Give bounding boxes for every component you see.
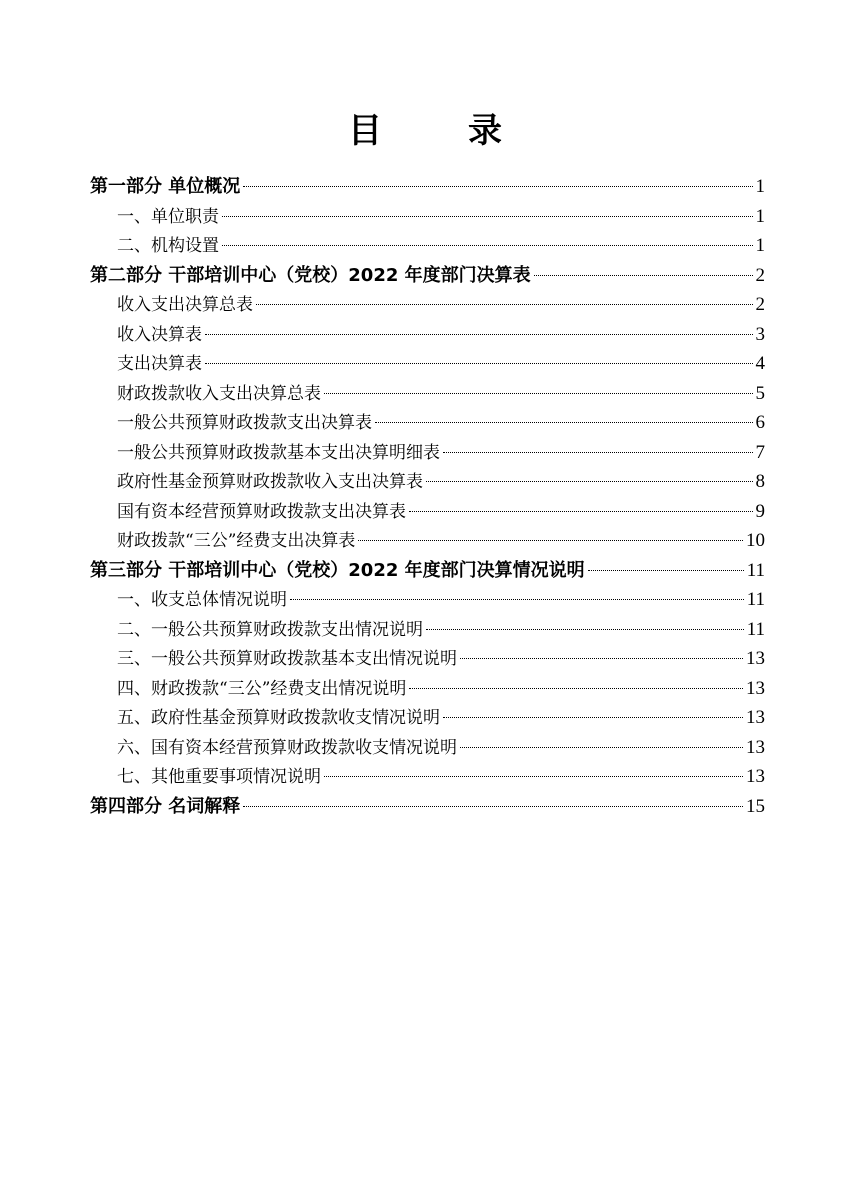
toc-entry[interactable] <box>90 585 765 615</box>
toc-dot-leader <box>426 481 753 482</box>
toc-entry-text: 五、政府性基金预算财政拨款收支情况说明 <box>117 708 440 728</box>
toc-entry[interactable] <box>90 349 765 379</box>
toc-dot-leader <box>443 717 743 718</box>
toc-dot-leader <box>290 599 744 600</box>
toc-entry-part-1[interactable] <box>90 172 765 202</box>
toc-page-number: 13 <box>746 677 765 699</box>
toc-dot-leader <box>243 186 752 187</box>
toc-entry-text: 收入决算表 <box>117 324 202 345</box>
toc-entry-text: 一般公共预算财政拨款支出决算表 <box>117 413 372 433</box>
toc-entry[interactable] <box>90 526 765 556</box>
toc-page-number: 11 <box>746 559 765 581</box>
toc-entry[interactable] <box>90 497 765 527</box>
toc-page-number: 3 <box>755 323 765 345</box>
toc-entry-text: 二、机构设置 <box>117 236 219 256</box>
toc-entry-text: 收入支出决算总表 <box>117 295 253 315</box>
toc-entry-text: 第二部分 干部培训中心（党校）2022 年度部门决算表 <box>90 264 531 286</box>
toc-dot-leader <box>243 806 743 807</box>
toc-dot-leader <box>205 363 753 364</box>
toc-page-number: 1 <box>755 205 765 227</box>
toc-entry[interactable] <box>90 408 765 438</box>
toc-entry[interactable] <box>90 320 765 350</box>
toc-page-number: 15 <box>746 795 765 817</box>
toc-entry-text: 二、一般公共预算财政拨款支出情况说明 <box>117 619 423 640</box>
toc-page-number: 10 <box>746 530 765 551</box>
toc-page-number: 1 <box>755 176 765 197</box>
toc-page-number: 8 <box>755 471 765 492</box>
toc-entry[interactable] <box>90 467 765 497</box>
toc-page-number: 7 <box>755 441 765 463</box>
toc-dot-leader <box>324 393 753 394</box>
toc-dot-leader <box>443 452 753 453</box>
toc-page-number: 2 <box>755 294 765 315</box>
toc-entry-text: 第三部分 干部培训中心（党校）2022 年度部门决算情况说明 <box>90 559 585 581</box>
toc-entry-text: 一、收支总体情况说明 <box>117 590 287 610</box>
toc-entry-text: 一般公共预算财政拨款基本支出决算明细表 <box>117 442 440 463</box>
toc-dot-leader <box>426 629 744 630</box>
toc-entry-text: 七、其他重要事项情况说明 <box>117 767 321 787</box>
toc-dot-leader <box>222 216 753 217</box>
toc-dot-leader <box>409 511 753 512</box>
toc-entry-text: 财政拨款“三公”经费支出决算表 <box>117 531 356 551</box>
toc-entry-text: 第四部分 名词解释 <box>90 795 241 817</box>
toc-entry[interactable] <box>90 644 765 674</box>
toc-entry-text: 财政拨款收入支出决算总表 <box>117 383 321 404</box>
toc-page-number: 9 <box>755 500 765 522</box>
toc-entry-part-4[interactable] <box>90 792 765 822</box>
toc-entry-text: 政府性基金预算财政拨款收入支出决算表 <box>117 472 423 492</box>
toc-entry-text: 六、国有资本经营预算财政拨款收支情况说明 <box>117 737 457 758</box>
toc-dot-leader <box>358 540 743 541</box>
toc-dot-leader <box>324 776 743 777</box>
toc-entry-text: 三、一般公共预算财政拨款基本支出情况说明 <box>117 649 457 669</box>
toc-page-number: 1 <box>755 235 765 256</box>
toc-dot-leader <box>534 275 753 276</box>
toc-entry[interactable] <box>90 615 765 645</box>
toc-entry-part-3[interactable] <box>90 556 765 586</box>
toc-page-number: 13 <box>746 707 765 728</box>
toc-entry[interactable] <box>90 231 765 261</box>
toc-entry[interactable] <box>90 379 765 409</box>
toc-entry[interactable] <box>90 202 765 232</box>
toc-page-number: 2 <box>755 264 765 286</box>
toc-page-number: 5 <box>755 382 765 404</box>
toc-dot-leader <box>222 245 753 246</box>
toc-entry-text: 第一部分 单位概况 <box>90 176 241 197</box>
toc-dot-leader <box>256 304 753 305</box>
toc-dot-leader <box>375 422 753 423</box>
toc-dot-leader <box>588 570 744 571</box>
table-of-contents <box>90 172 765 821</box>
toc-page-number: 11 <box>746 618 765 640</box>
page-title: 目 录 <box>348 111 528 151</box>
toc-page-number: 4 <box>755 353 765 374</box>
toc-entry-text: 国有资本经营预算财政拨款支出决算表 <box>117 501 406 522</box>
toc-page-number: 13 <box>746 736 765 758</box>
toc-entry-part-2[interactable] <box>90 261 765 291</box>
toc-page-number: 13 <box>746 648 765 669</box>
toc-entry[interactable] <box>90 674 765 704</box>
toc-entry[interactable] <box>90 733 765 763</box>
toc-page-number: 11 <box>746 589 765 610</box>
toc-dot-leader <box>205 334 753 335</box>
toc-dot-leader <box>460 658 743 659</box>
toc-entry[interactable] <box>90 438 765 468</box>
toc-entry-text: 支出决算表 <box>117 354 202 374</box>
toc-entry-text: 四、财政拨款“三公”经费支出情况说明 <box>117 678 407 699</box>
toc-entry[interactable] <box>90 703 765 733</box>
toc-page-number: 6 <box>755 412 765 433</box>
toc-entry-text: 一、单位职责 <box>117 206 219 227</box>
toc-entry[interactable] <box>90 290 765 320</box>
toc-entry[interactable] <box>90 762 765 792</box>
toc-dot-leader <box>409 688 743 689</box>
toc-dot-leader <box>460 747 743 748</box>
toc-page-number: 13 <box>746 766 765 787</box>
